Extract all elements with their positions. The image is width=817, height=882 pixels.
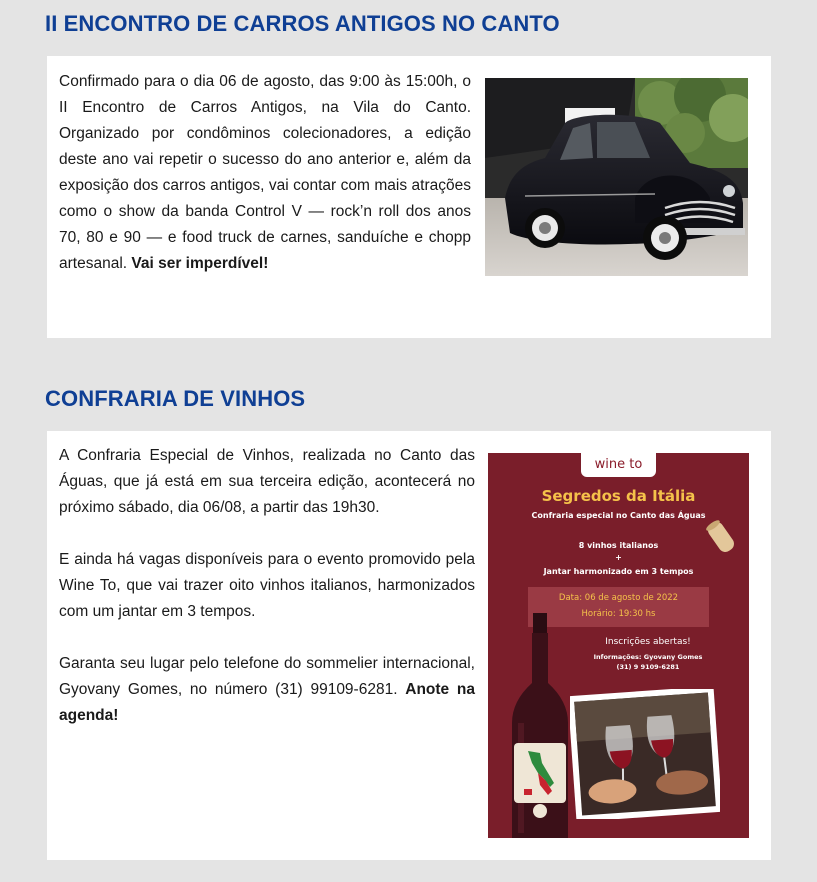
flyer-subtitle: Confraria especial no Canto das Águas [531,511,706,520]
wine-club-paragraph-2: E ainda há vagas disponíveis para o evento promovido pela Wine To, que vai trazer oito vinhos italianos, harmonizados com um jantar em 3 tempos. [59,551,475,620]
wine-club-text [59,443,475,729]
flyer-title: Segredos da Itália [541,487,696,505]
flyer-wines-line: 8 vinhos italianos [578,541,659,550]
wine-club-paragraph-3: Garanta seu lugar pelo telefone do sommelier internacional, Gyovany Gomes, no número (31) 99109-6281. [59,655,475,698]
toast-photo [570,689,720,819]
flyer-contact-phone: (31) 9 9109-6281 [616,663,680,671]
car-meeting-text [59,69,471,277]
flyer-registration: Inscrições abertas! [605,637,691,647]
section-title-car-meeting: II ENCONTRO DE CARROS ANTIGOS NO CANTO [45,11,560,36]
flyer-plus: + [615,553,622,562]
wine-event-flyer [488,453,749,838]
vintage-car-photo [485,78,748,276]
car-meeting-highlight: Vai ser imperdível! [131,255,269,272]
car-meeting-paragraph: Confirmado para o dia 06 de agosto, das 9:00 às 15:00h, o II Encontro de Carros Antigos, na Vila do Canto. Organizado por condôminos colecionadores, a edição deste ano vai repetir o sucesso do ano anterior e, além da exposição dos carros antigos, vai contar com mais atrações como o show da banda Control V — rock’n roll dos anos 70, 80 e 90 — e food truck de carnes, sanduíche e chopp artesanal. [59,73,471,272]
wine-club-highlight: Anote na agenda! [59,681,475,724]
flyer-contact-name: Informações: Gyovany Gomes [593,653,703,661]
flyer-date: Data: 06 de agosto de 2022 [558,593,679,603]
wine-to-logo: wine to [581,453,656,477]
wine-club-card [47,431,771,860]
section-title-wine-club: CONFRARIA DE VINHOS [45,386,306,411]
flyer-dinner-line: Jantar harmonizado em 3 tempos [543,567,694,576]
wine-club-paragraph-1: A Confraria Especial de Vinhos, realizada no Canto das Águas, que já está em sua terceira edição, acontecerá no próximo sábado, dia 06/08, a partir das 19h30. [59,447,475,516]
flyer-time: Horário: 19:30 hs [581,609,656,619]
wine-bottle-image [510,613,570,838]
car-meeting-card [47,56,771,338]
